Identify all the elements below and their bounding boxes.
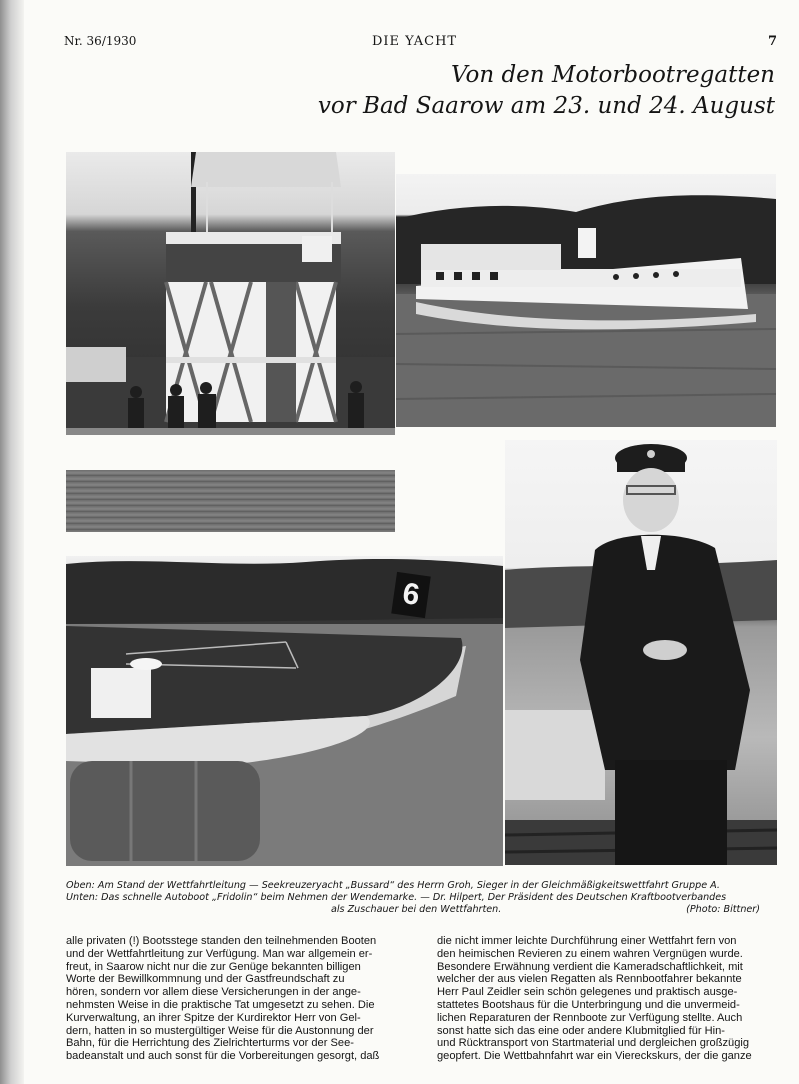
article-title-line1: Von den Motorbootregatten [450, 62, 775, 88]
man-portrait-illustration [505, 440, 777, 865]
issue-number: Nr. 36/1930 [64, 34, 137, 48]
caption-line-3: als Zuschauer bei den Wettfahrten. [331, 904, 502, 915]
page-spine-shadow [0, 0, 24, 1084]
photo-yacht-bussard [396, 174, 776, 427]
body-line: und der Wettfahrtleitung zur Verfügung. Man war allgemein er- [66, 947, 373, 960]
body-column-left [66, 935, 406, 1063]
yacht-illustration [396, 174, 776, 427]
body-line: Worte der Bewillkommnung und der Gastfreundschaft zu [66, 973, 345, 986]
photo-caption [66, 880, 778, 916]
body-line: alle privaten (!) Bootsstege standen den teilnehmenden Booten [66, 935, 377, 947]
magazine-title: DIE YACHT [372, 34, 458, 49]
body-line: hören, sondern vor allem diese Versicherungen in der ange- [66, 986, 361, 999]
body-line: dern, hatten in so mustergültiger Weise für die Austonnung der [66, 1024, 374, 1037]
body-line: Herr Paul Zeidler sein schön gelegenes und praktisch ausge- [437, 986, 738, 999]
caption-line-1: Oben: Am Stand der Wettfahrtleitung — Seekreuzeryacht „Bussard“ des Herrn Groh, Sieger in der Gleichmäßigkeitswettfahrt Gruppe A. [66, 880, 720, 891]
body-line: sonst hatte sich das eine oder andere Klubmitglied für Hin- [437, 1024, 725, 1037]
body-line: badeanstalt und auch sonst für die Vorbereitungen gesorgt, daß [66, 1050, 380, 1063]
caption-line-2: Unten: Das schnelle Autoboot „Fridolin“ beim Nehmen der Wendemarke. — Dr. Hilpert, Der Präsident des Deutschen Kraftbootverbandes [66, 892, 727, 903]
body-line: geopfert. Die Wettbahnfahrt war ein Viereckskurs, der die ganze [437, 1050, 752, 1063]
body-line: welcher der aus vielen Regatten als Rennbootfahrer bekannte [437, 973, 742, 986]
speedboat-illustration [66, 556, 503, 866]
body-column-right [437, 935, 777, 1063]
photo-speedboat-fridolin [66, 556, 503, 866]
judges-stand-illustration [66, 152, 395, 435]
photo-water-surface [66, 470, 395, 532]
body-line: Besondere Erwähnung verdient die Kameradschaftlichkeit, mit [437, 960, 743, 973]
article-title-line2: vor Bad Saarow am 23. und 24. August [317, 93, 775, 119]
race-number-plate [391, 572, 431, 618]
body-line: die nicht immer leichte Durchführung einer Wettfahrt fern von [437, 935, 737, 947]
body-line: Bahn, für die Herrichtung des Zielrichterturms vor der See- [66, 1037, 354, 1050]
race-number: 6 [400, 577, 422, 613]
photo-credit: (Photo: Bittner) [686, 904, 760, 915]
body-line: freut, in Saarow nicht nur die zur Genüge bekannten billigen [66, 960, 361, 973]
photo-dr-hilpert [505, 440, 777, 865]
body-line: den heimischen Revieren zu einem wahren Vergnügen wurde. [437, 947, 743, 960]
photo-judges-stand [66, 152, 395, 435]
body-line: und Rücktransport von Startmaterial und dergleichen großzügig [437, 1037, 750, 1050]
page-number: 7 [768, 34, 779, 49]
body-line: stattetes Bootshaus für die Unterbringung und die unvermeid- [437, 998, 740, 1011]
body-line: Kurverwaltung, an ihrer Spitze der Kurdirektor Herr von Gel- [66, 1011, 361, 1024]
body-line: nehmsten Weise in die praktische Tat umgesetzt zu sehen. Die [66, 998, 375, 1011]
body-line: lichen Reparaturen der Rennboote zur Verfügung stellte. Auch [437, 1011, 743, 1024]
